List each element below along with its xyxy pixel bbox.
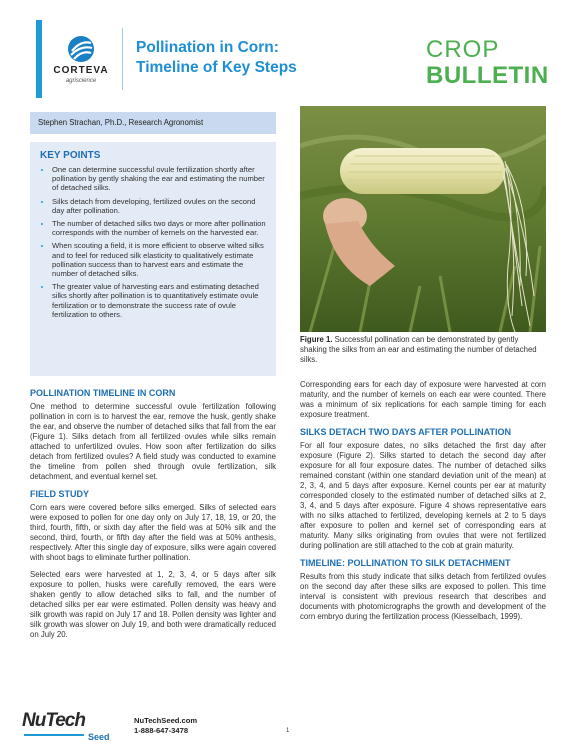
key-points-heading: KEY POINTS — [40, 150, 101, 161]
brand-subtitle: agriscience — [65, 78, 97, 84]
paragraph: Results from this study indicate that silks detach from fertilized ovules on the second day after these silks are exposed to pollen. This time interval is consistent with previous research that describes and documents with photomicrographs the growth and development of the corn embryo during the fertilization process (Kiesselbach, 1999). — [300, 572, 546, 621]
figure-caption-text: Successful pollination can be demonstrated by gently shaking the silks from an ear and estimating the number of detached silks. — [300, 335, 537, 364]
phone-number: 1-888-647-3478 — [134, 726, 189, 735]
key-points-list — [40, 165, 266, 319]
paragraph: Corn ears were covered before silks emerged. Silks of selected ears were exposed to pollen for one day only on July 17, 18, 19, or 20, the third, fourth, fifth, or sixth day after the field was at 50% silk and the second, third, fourth, or fifth day after the field was at 50% anthesis, respectively. After this single day of exposure, silks were again covered with shoot bags to eliminate further pollination. — [30, 503, 276, 562]
series-word-crop: CROP — [426, 36, 500, 63]
corteva-mark-icon — [66, 34, 96, 64]
paragraph: One method to determine successful ovule fertilization following pollination in corn is to harvest the ear, remove the husk, gently shake the ear, and observe the number of detached silks that fall from the ear (Figure 1). Silks detach from all fertilized ovules while silks remain attached to unfertilized ovules. How soon after fertilization do silks detach from fertilized ovules? A field study was conducted to examine the timeline from pollen shed through ovule fertilization, silk detachment, and eventual kernel set. — [30, 402, 276, 481]
title-line-1: Pollination in Corn: — [136, 39, 279, 56]
paragraph: For all four exposure dates, no silks detached the first day after exposure (Figure 2). Silks started to detach the second day after exposure for all four exposure dates. The number of detached silks remained constant (within one standard deviation unit of the mean) at 2, 3, 4, and 5 days after exposure. Kernel counts per ear at maturity corresponded closely to the estimated number of detached silks at 2, 3, 4, and 5 days after exposure. Figure 4 shows representative ears with no silks attached to fertilized, developing kernels at 2 to 5 days after exposure to pollen and kernel set of corresponding ears at maturity. Many silks originating from ovules that were not fertilized during pollination are still attached to the cob at grain maturity. — [300, 441, 546, 550]
author-line: Stephen Strachan, Ph.D., Research Agronomist — [30, 112, 276, 134]
nutech-wordmark: NuTech — [22, 710, 85, 731]
corteva-logo — [48, 32, 114, 92]
corn-ear-image — [300, 106, 546, 332]
section-heading-field-study: FIELD STUDY — [30, 489, 90, 499]
figure-label: Figure 1. — [300, 335, 333, 344]
series-word-bulletin: BULLETIN — [426, 62, 549, 89]
section-heading-silks-detach: SILKS DETACH TWO DAYS AFTER POLLINATION — [300, 427, 511, 437]
paragraph: Selected ears were harvested at 1, 2, 3, 4, or 5 days after silk exposure to pollen, husks were carefully removed, the ears were shaken gently to allow detached silks to fall, and the number of detached silks per ear were estimated. Pollen density was heavy and silk growth was rapid on July 17 and 18. Pollen density was lighter and silk growth was slower on July 19, and both were dramatically reduced on July 20. — [30, 570, 276, 639]
left-column — [30, 388, 276, 647]
footer-contact — [134, 716, 197, 736]
nutech-logo — [22, 710, 122, 746]
key-point-item: • The greater value of harvesting ears and estimating detached silks shortly after pollination is to quantitatively estimate ovule fertilization or to demonstrate the success rate of ovule fertilization to others. — [52, 282, 266, 319]
right-column — [300, 380, 546, 629]
website-link[interactable]: NuTechSeed.com — [134, 716, 198, 725]
title-line-2: Timeline of Key Steps — [136, 59, 297, 76]
key-point-item: • When scouting a field, it is more efficient to observe wilted silks and to feel for reduced silk elasticity to qualitatively estimate pollination success than to harvest ears and estimate the number of detached silks. — [52, 241, 266, 278]
key-points-box — [30, 142, 276, 376]
nutech-underline — [24, 734, 84, 736]
brand-name: CORTEVA — [53, 65, 109, 76]
paragraph: Corresponding ears for each day of exposure were harvested at corn maturity, and the number of kernels on each ear were counted. There was a minimum of six replications for each sample timing for each exposure treatment. — [300, 380, 546, 419]
section-heading-timeline-detachment: TIMELINE: POLLINATION TO SILK DETACHMENT — [300, 558, 511, 568]
header-accent-bar — [36, 20, 42, 98]
figure-1-caption — [300, 335, 546, 365]
key-point-item: • One can determine successful ovule fertilization shortly after pollination by gently shaking the ear and estimating the number of detached silks. — [52, 165, 266, 193]
figure-1-photo — [300, 106, 546, 332]
section-heading-timeline: POLLINATION TIMELINE IN CORN — [30, 388, 176, 398]
page-number: 1 — [286, 728, 290, 734]
header-divider — [122, 28, 123, 90]
page-title — [136, 38, 297, 78]
key-point-item: • The number of detached silks two days or more after pollination corresponds with the number of kernels on the harvested ear. — [52, 219, 266, 237]
nutech-seed-word: Seed — [88, 732, 110, 742]
key-point-item: • Silks detach from developing, fertilized ovules on the second day after pollination. — [52, 197, 266, 215]
